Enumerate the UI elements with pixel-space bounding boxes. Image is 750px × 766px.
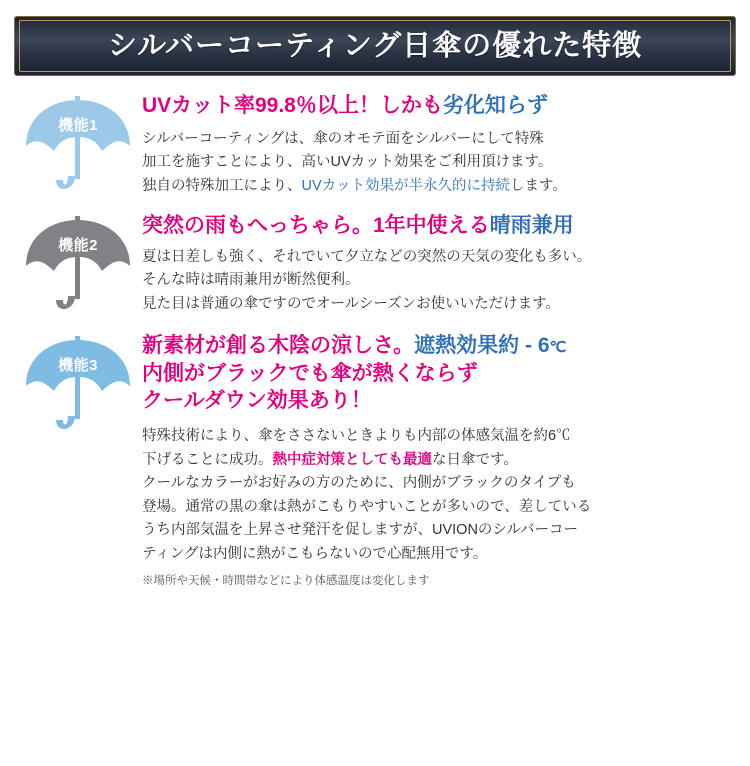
headline-part: 晴雨兼用 bbox=[489, 214, 574, 237]
feature-badge-2: 機能2 bbox=[58, 237, 98, 254]
headline-part-unit: ℃ bbox=[549, 339, 567, 356]
headline-part: 突然の雨もへっちゃら。1年中使える bbox=[142, 214, 490, 237]
text-line: 独自の特殊加工により、 bbox=[142, 177, 302, 194]
umbrella-graphic-3-wrap bbox=[22, 326, 142, 440]
headline-part: 劣化知らず bbox=[442, 94, 548, 117]
feature-body-2 bbox=[142, 206, 728, 316]
umbrella-icon-svg bbox=[22, 216, 134, 320]
feature-text-1 bbox=[142, 128, 728, 198]
umbrella-icon bbox=[22, 96, 134, 200]
headline-part: UVカット率99.8％以上！しかも bbox=[142, 94, 443, 117]
feature-block-2 bbox=[22, 206, 728, 320]
text-line: うち内部気温を上昇させ発汗を促しますが、UVIONのシルバーコー bbox=[142, 522, 579, 539]
headline-part: 新素材が創る木陰の涼しさ。 bbox=[142, 334, 415, 357]
text-line-highlight: UVカット効果が半永久的に持続 bbox=[301, 177, 510, 194]
text-line: シルバーコーティングは、傘のオモテ面をシルバーにして特殊 bbox=[142, 130, 544, 147]
text-line-highlight: 熱中症対策としても最適 bbox=[272, 451, 432, 468]
feature-headline-1 bbox=[142, 92, 728, 120]
text-line: 下げることに成功。 bbox=[142, 451, 273, 468]
headline-part: 内側がブラックでも傘が熱くならず bbox=[142, 361, 478, 385]
footnote: ※場所や天候・時間帯などにより体感温度は変化します bbox=[142, 575, 430, 588]
page-title: シルバーコーティング日傘の優れた特徴 bbox=[107, 29, 643, 62]
text-line: クールなカラーがお好みの方のために、内側がブラックのタイプも bbox=[142, 475, 576, 492]
feature-text-2 bbox=[142, 246, 728, 316]
feature-block-1 bbox=[22, 86, 728, 200]
headline-part: 遮熱効果約 - 6 bbox=[414, 334, 550, 357]
umbrella-icon-svg bbox=[22, 336, 134, 440]
feature-body-3 bbox=[142, 326, 728, 588]
feature-body-1 bbox=[142, 86, 728, 198]
text-line: 見た目は普通の傘ですのでオールシーズンお使いいただけます。 bbox=[142, 295, 560, 312]
umbrella-graphic-1-wrap bbox=[22, 86, 142, 200]
text-line: 登場。通常の黒の傘は熱がこもりやすいことが多いので、差している bbox=[142, 498, 592, 515]
umbrella-graphic-2-wrap bbox=[22, 206, 142, 320]
text-line: 加工を施すことにより、高いUVカット効果をご利用頂けます。 bbox=[142, 154, 553, 171]
feature-badge-1: 機能1 bbox=[58, 117, 98, 134]
feature-headline-3 bbox=[142, 332, 728, 415]
umbrella-icon-svg bbox=[22, 96, 134, 200]
text-line: します。 bbox=[510, 177, 567, 194]
header-banner bbox=[14, 16, 736, 76]
text-line: な日傘です。 bbox=[432, 451, 518, 468]
headline-part: クールダウン効果あり！ bbox=[142, 389, 372, 413]
umbrella-icon bbox=[22, 336, 134, 440]
text-line: 特殊技術により、傘をささないときよりも内部の体感気温を約6℃ bbox=[142, 428, 571, 445]
text-line: ティングは内側に熱がこもらないので心配無用です。 bbox=[142, 545, 488, 562]
features-list bbox=[0, 76, 750, 588]
text-line: そんな時は晴雨兼用が断然便利。 bbox=[142, 272, 360, 289]
feature-block-3 bbox=[22, 326, 728, 588]
umbrella-icon bbox=[22, 216, 134, 320]
page-root bbox=[0, 16, 750, 766]
feature-text-3 bbox=[142, 425, 728, 566]
feature-badge-3: 機能3 bbox=[58, 357, 98, 374]
feature-headline-2 bbox=[142, 212, 728, 240]
text-line: 夏は日差しも強く、それでいて夕立などの突然の天気の変化も多い。 bbox=[142, 248, 592, 265]
